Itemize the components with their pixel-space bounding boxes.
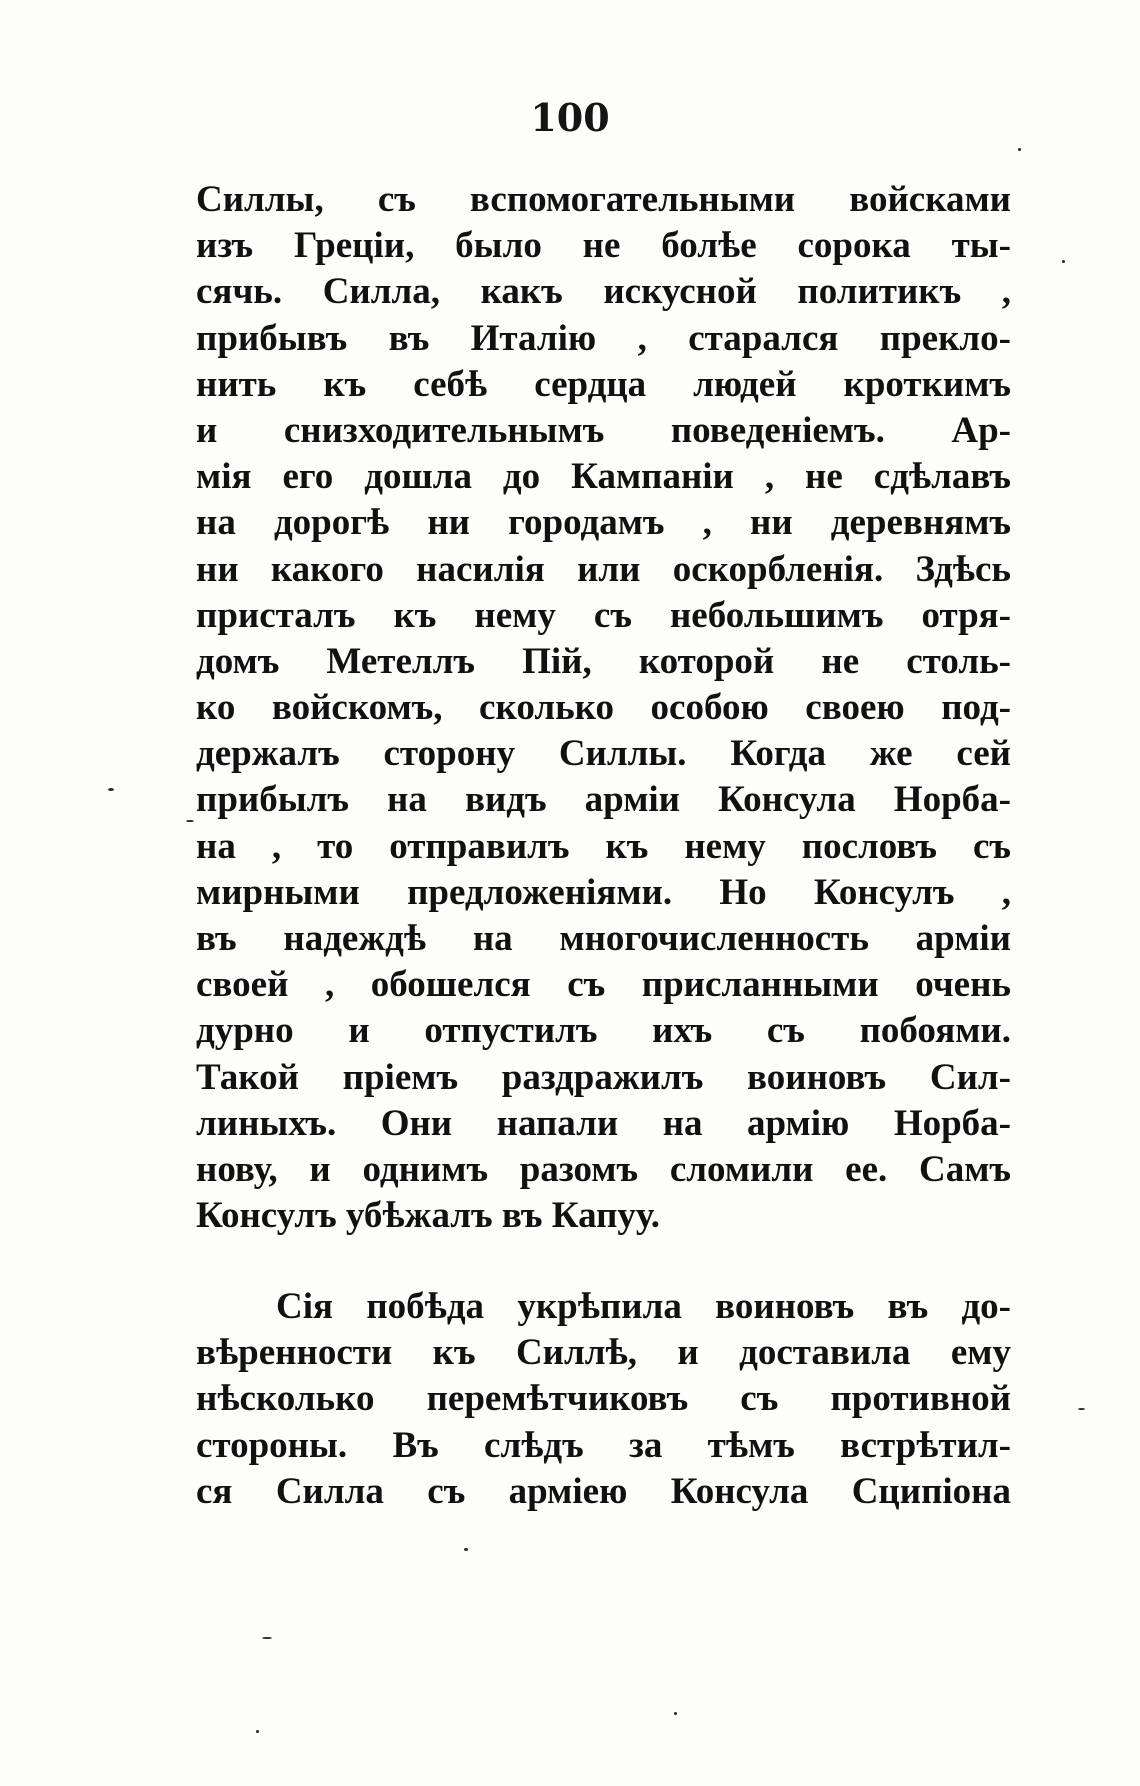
speck xyxy=(464,1548,468,1551)
text-line: нѣсколько перемѣтчиковъ съ противной xyxy=(196,1378,1011,1420)
text-line: нить къ себѣ сердца людей кроткимъ xyxy=(196,363,1011,405)
speck xyxy=(186,820,194,822)
text-line: Силлы, съ вспомогательными войсками xyxy=(196,179,1011,220)
text-line: своей , обошелся съ присланными очень xyxy=(196,964,1011,1006)
text-line: держалъ сторону Силлы. Когда же сей xyxy=(196,733,1011,775)
text-line: прибывъ въ Италію , старался прекло- xyxy=(196,317,1011,359)
text-line: и снизходительнымъ поведеніемъ. Ар- xyxy=(196,409,1011,451)
text-line: нову, и однимъ разомъ сломили ее. Самъ xyxy=(196,1148,1011,1190)
text-line: сячь. Силла, какъ искусной политикъ , xyxy=(196,271,1011,313)
text-line: на дорогѣ ни городамъ , ни деревнямъ xyxy=(196,502,1011,544)
text-line: Консулъ убѣжалъ въ Капуу. xyxy=(196,1195,660,1237)
speck xyxy=(1018,148,1021,151)
speck xyxy=(674,1712,677,1715)
text-line: Такой пріемъ раздражилъ воиновъ Сил- xyxy=(196,1056,1011,1098)
text-line: прибылъ на видъ арміи Консула Норба- xyxy=(196,779,1011,821)
text-line: ни какого насилія или оскорбленія. Здѣсь xyxy=(196,548,1011,590)
speck xyxy=(262,1637,272,1639)
text-line: мія его дошла до Кампаніи , не сдѣлавъ xyxy=(196,456,1011,498)
speck xyxy=(1062,260,1065,263)
text-line: стороны. Въ слѣдъ за тѣмъ встрѣтил- xyxy=(196,1424,1011,1466)
text-line: линыхъ. Они напали на армію Норба- xyxy=(196,1102,1011,1144)
paragraph-2 xyxy=(196,1284,1011,1515)
text-line: дурно и отпустилъ ихъ съ побоями. xyxy=(196,1010,1011,1052)
text-line: на , то отправилъ къ нему пословъ съ xyxy=(196,825,1011,867)
speck xyxy=(1078,1408,1085,1410)
text-line: ся Силла съ арміею Консула Сципіона xyxy=(196,1470,1011,1512)
paragraph-1 xyxy=(196,177,1011,1239)
page-number: 100 xyxy=(530,95,610,140)
text-line: домъ Метеллъ Пій, которой не столь- xyxy=(196,640,1011,682)
text-line: Сія побѣда укрѣпила воиновъ въ до- xyxy=(276,1286,1011,1327)
speck xyxy=(108,788,114,791)
text-line: въ надеждѣ на многочисленность арміи xyxy=(196,918,1011,959)
text-line: вѣренности къ Силлѣ, и доставила ему xyxy=(196,1332,1011,1374)
text-line: изъ Греціи, было не болѣе сорока ты- xyxy=(196,225,1011,267)
text-line: мирными предложеніями. Но Консулъ , xyxy=(196,871,1011,913)
speck xyxy=(256,1730,259,1733)
text-line: ко войскомъ, сколько особою своею под- xyxy=(196,687,1011,729)
text-line: присталъ къ нему съ небольшимъ отря- xyxy=(196,594,1011,636)
